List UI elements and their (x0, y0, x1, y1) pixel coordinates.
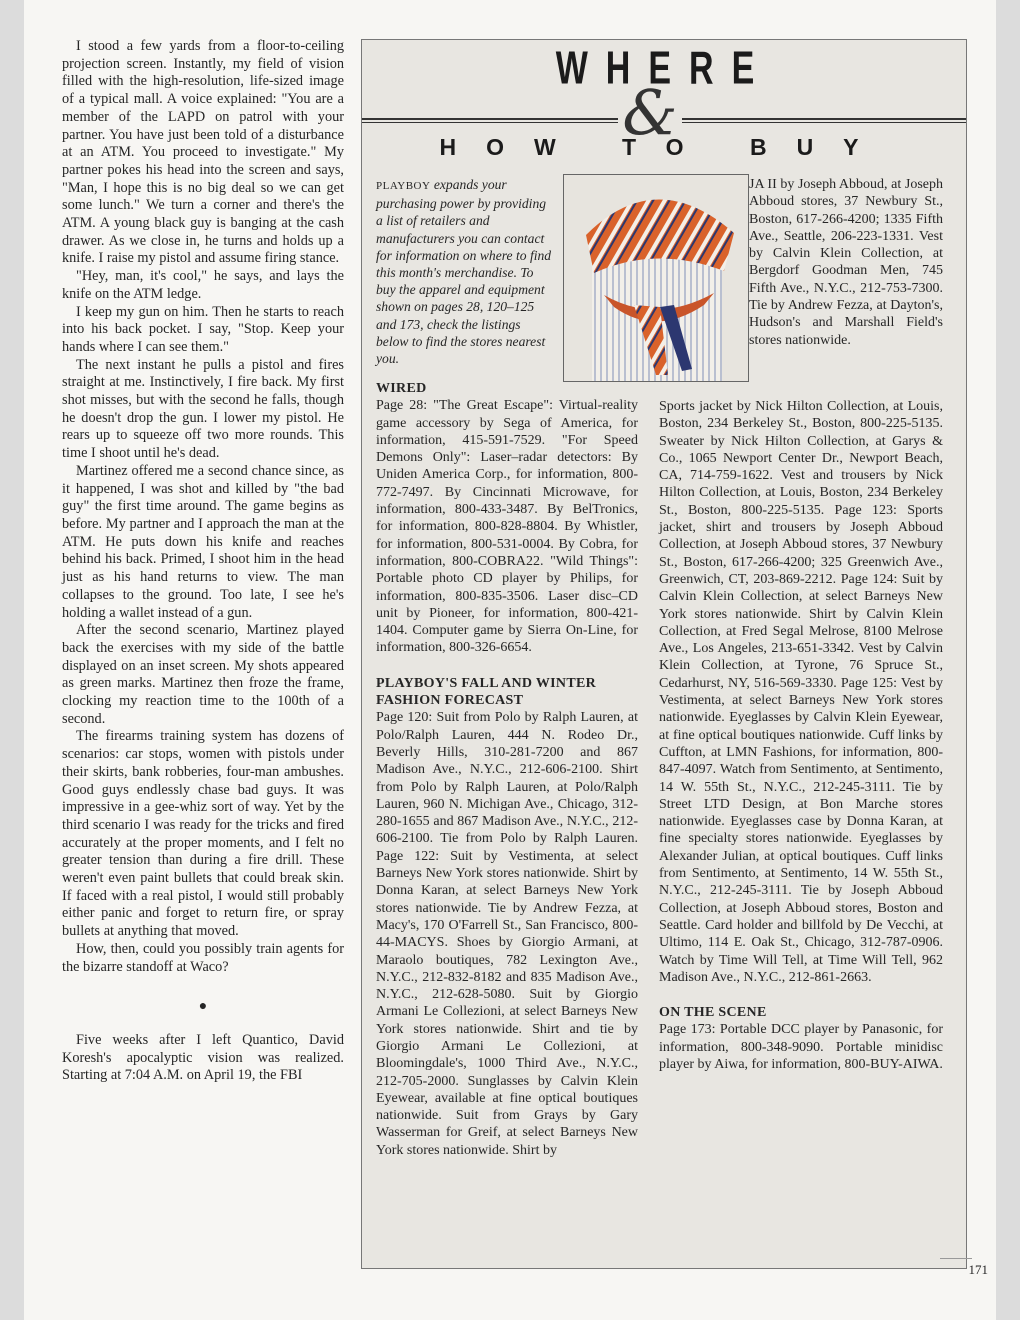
section-heading-scene: ON THE SCENE (659, 1005, 767, 1021)
listings-column-right (659, 398, 943, 1073)
page-number-rule (940, 1258, 972, 1259)
article-paragraph: I stood a few yards from a floor-to-ceiling projection screen. Instantly, my field of vision filled with the high-resolution, life-sized image of a typical mall. A voice explained: "You are a member of the LAPD on patrol with your partner. You have just been told of a disturbance at an ATM. You proceed to investigate." My partner pokes his head into the screen and says, "Man, I hope this is no big deal so we can get some lunch." We turn a corner and there's the ATM. A young black guy is banging at the cash drawer. As we close in, he turns and holds up a knife. I raise my pistol and assume firing stance. (62, 38, 344, 267)
article-paragraph: The next instant he pulls a pistol and fires straight at me. Instinctively, I fire back. My first shot misses, but with the second he falls, though he doesn't drop the gun. I lower my pistol. He rears up to squeeze off two more rounds. This time I shoot until he's dead. (62, 356, 344, 462)
article-paragraph: Martinez offered me a second chance since, as it happened, I was shot and killed by "the bad guy" the first time around. The game begins as before. My partner and I approach the man at the ATM. He puts down his knife and reaches behind his back. Primed, I shoot him in the head just as his hand returns to view. The man collapses to the ground. Too late, I see he's holding a wallet instead of a gun. (62, 462, 344, 621)
shirt-illustration (564, 175, 748, 381)
how-to-buy-heading: HOW TO BUY (439, 134, 889, 160)
section-heading-fashion: PLAYBOY'S FALL AND WINTER FASHION FORECAST (376, 675, 597, 709)
heading-rule (682, 118, 966, 120)
article-paragraph: How, then, could you possibly train agents for the bizarre standoff at Waco? (62, 940, 344, 975)
listing-fashion-continued: Sports jacket by Nick Hilton Collection, at Louis, Boston, 234 Berkeley St., Boston, 800-225-5135. Sweater by Nick Hilton Collection, at Garys & Co., 1065 Newport Center Dr., Newport Beach, CA, 714-759-1622. Vest and trousers by Nick Hilton Collection, at Louis, Boston, 234 Berkeley St., Boston, 800-225-5135. Page 123: Sports jacket, shirt and trousers by Joseph Abboud Collection, at Joseph Abboud stores, 37 Newbury St., Boston, 617-266-4200; 325 Greenwich Ave., Greenwich, CT, 203-869-2212. Page 124: Suit by Calvin Klein Collection, at select Barneys New York stores nationwide. Shirt by Calvin Klein Collection, at Fred Segal Melrose, 8100 Melrose Ave., Los Angeles, 213-651-3342. Vest by Calvin Klein Collection, at Tyrone, 76 Spruce St., Cedarhurst, NY, 516-569-3330. Page 125: Vest by Vestimenta, at select Barneys New York stores nationwide. Eyeglasses by Calvin Klein Eyewear, at fine optical boutiques nationwide. Cuff links by Cuffton, at LMN Fashions, for information, 800-847-4097. Watch from Sentimento, at Sentimento, 14 W. 55th St., N.Y.C., 212-245-3111. Tie by Street LTD Design, at Bon Marche stores nationwide. Eyeglasses case by Donna Karan, at fine specialty stores nationwide. Eyeglasses by Alexander Julian, at optical boutiques. Cuff links from Sentimento, at Sentimento, 14 W. 55th St., N.Y.C., 212-245-3111. Tie by Joseph Abboud Collection, at Joseph Abboud stores, Boston and Seattle. Card holder and billfold by De Vecchi, at Ultimo, 114 E. Oak St., Chicago, 312-787-0906. Watch by Time Will Tell, at Time Will Tell, 962 Madison Ave., N.Y.C., 212-861-2663. (659, 399, 943, 985)
listing-fashion: Page 120: Suit from Polo by Ralph Lauren, at Polo/Ralph Lauren, 444 N. Rodeo Dr., Beverly Hills, 310-281-7200 and 867 Madison Ave., N.Y.C., 212-606-2100. Shirt from Polo by Ralph Lauren, at Polo/Ralph Lauren, 960 N. Michigan Ave., Chicago, 312-280-1655 and 867 Madison Ave., N.Y.C., 212-606-2100. Tie from Polo by Ralph Lauren. Page 122: Suit by Vestimenta, at select Barneys New York stores nationwide. Shirt by Donna Karan, at select Barneys New York stores nationwide. Tie by Andrew Fezza, at Macy's, 170 O'Farrell St., San Francisco, 800-44-MACYS. Shoes by Giorgio Armani, at Maraolo boutiques, 782 Lexington Ave., N.Y.C., 212-832-8182 and 835 Madison Ave., N.Y.C., 212-628-5080. Suit by Giorgio Armani Le Collezioni, at select Barneys New York stores nationwide. Shirt and tie by Giorgio Armani Le Collezioni, at Bloomingdale's, 1000 Third Ave., N.Y.C., 212-705-2000. Sunglasses by Calvin Klein Eyewear, available at fine optical boutiques nationwide. Suit from Grays by Gary Wasserman for Greif, at select Barneys New York stores nationwide. Shirt by (376, 710, 638, 1158)
intro-blurb (376, 176, 554, 367)
listing-continuation: JA II by Joseph Abboud, at Joseph Abboud stores, 37 Newbury St., Boston, 617-266-4200; 1335 Fifth Ave., Seattle, 206-223-1331. Vest by Calvin Klein Collection, at Bergdorf Goodman Men, 745 Fifth Ave., N.Y.C., 212-753-7300. Tie by Andrew Fezza, at Dayton's, Hudson's and Marshall Field's stores nationwide. (749, 177, 943, 348)
article-paragraph: "Hey, man, it's cool," he says, and lays the knife on the ATM ledge. (62, 268, 344, 302)
brand-name: PLAYBOY (376, 180, 431, 192)
heading-rule (682, 122, 966, 123)
listing-scene: Page 173: Portable DCC player by Panasonic, for information, 800-348-9090. Portable minidisc player by Aiwa, for information, 800-BUY-AIWA. (659, 1022, 943, 1072)
section-separator: ● (198, 999, 208, 1015)
section-heading-wired: WIRED (376, 381, 427, 396)
product-photo (563, 174, 749, 382)
article-paragraph: I keep my gun on him. Then he starts to reach into his back pocket. I say, "Stop. Keep your hands where I can see them." (62, 303, 344, 355)
article-paragraph: The firearms training system has dozens of scenarios: car stops, women with pistols under their skirts, bank robberies, four-man ambushes. Good guys endlessly chase bad guys. It was impressive in a gee-whiz sort of way. Yet by the third scenario I was ready for the tricks and fired accurately at the proper moments, and I felt no greater tension than during a fire drill. These weren't even paint bullets that could break skin. If faced with a real pistol, I would still probably either panic and forget to return fire, or spray bullets at anything that moved. (62, 728, 344, 940)
where-to-buy-box (361, 39, 967, 1269)
where-heading: WHERE (555, 43, 773, 95)
page-number: 171 (968, 1262, 988, 1277)
article-paragraph: After the second scenario, Martinez played back the exercises with my side of the battle displayed on an inset screen. My shots appeared as green marks. Martinez then froze the frame, clocking my reaction time to the 100th of a second. (62, 622, 344, 727)
listings-column-left (376, 380, 638, 1159)
intro-text: expands your purchasing power by providing a list of retailers and manufacturers you can contact for information on where to find this month's merchandise. To buy the apparel and equipment shown on pages 28, 120–125 and 173, check the listings below to find the stores nearest you. (376, 177, 552, 367)
listing-wired: Page 28: "The Great Escape": Virtual-reality game accessory by Sega of America, for information, 415-591-7529. "For Speed Demons Only": Laser–radar detectors: By Uniden America Corp., for information, 800-772-7497. By Cincinnati Microwave, for information, 800-433-3487. By BelTronics, for information, 800-828-8804. By Whistler, for information, 800-531-0004. By Cobra, for information, 800-COBRA22. "Wild Things": Portable photo CD player by Philips, for information, 800-835-3506. Laser disc–CD unit by Pioneer, for information, 800-421-1404. Computer game by Sierra On-Line, for information, 800-326-6654. (376, 398, 638, 656)
ampersand-ornament: & (622, 76, 678, 149)
article-column (62, 38, 344, 1085)
heading-rule (362, 118, 618, 120)
heading-rule (362, 122, 618, 123)
article-paragraph: Five weeks after I left Quantico, David Koresh's apocalyptic vision was realized. Starting at 7:04 A.M. on April 19, the FBI (62, 1031, 344, 1084)
